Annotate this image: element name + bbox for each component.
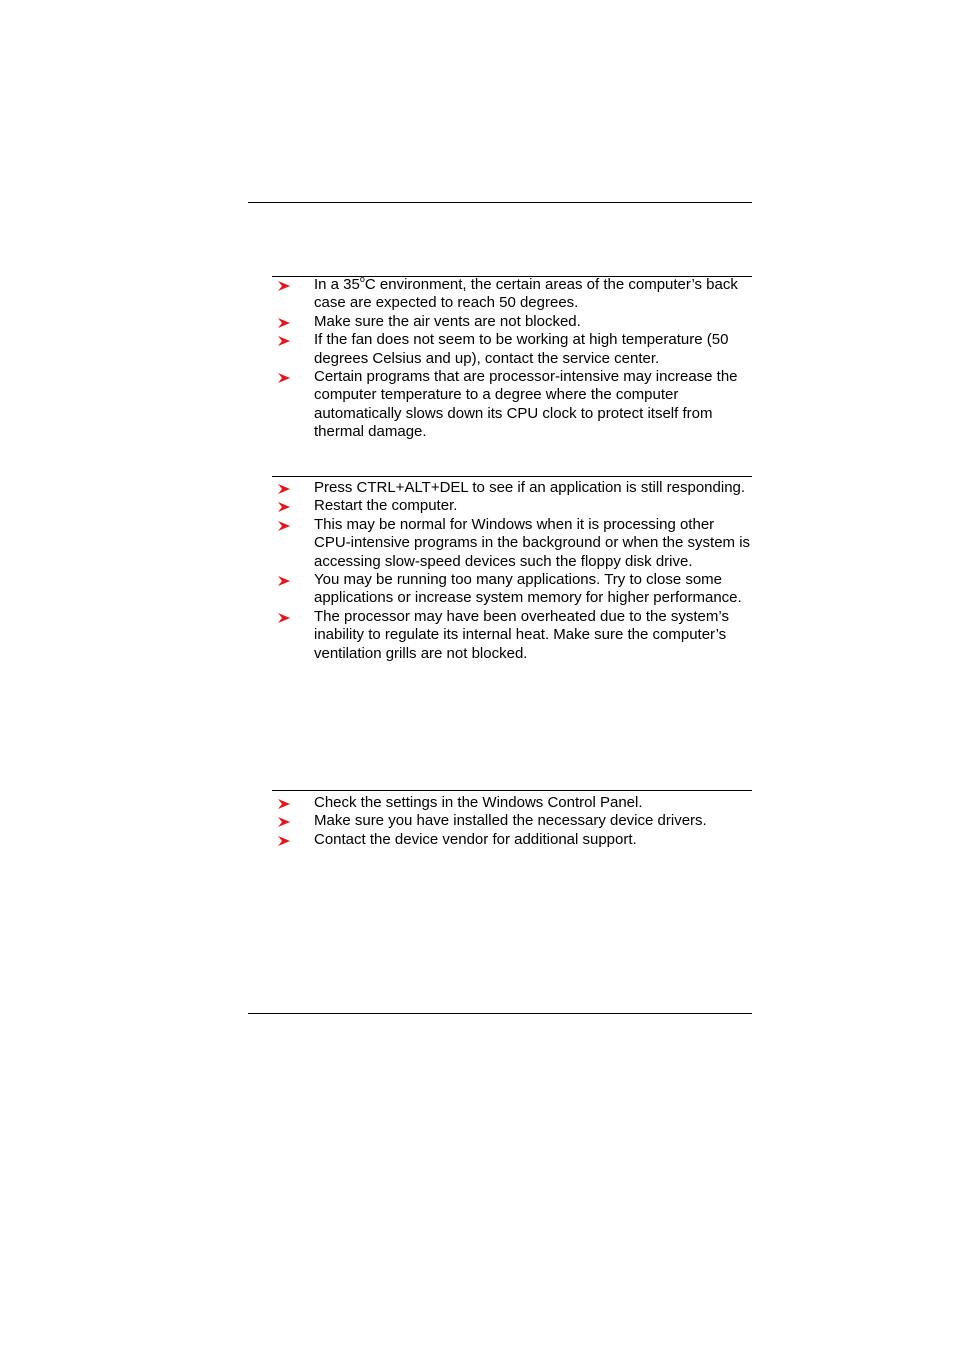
list-item-text: The processor may have been overheated due to the system’s inability to regulate its internal heat. Make sure the computer’s ventilation grills are not blocked. <box>314 607 729 662</box>
arrow-bullet-icon <box>278 521 290 531</box>
arrow-bullet-icon <box>278 576 290 586</box>
list-item-text: Check the settings in the Windows Control Panel. <box>314 794 643 811</box>
list-item <box>272 608 752 663</box>
arrow-bullet-icon <box>278 817 290 827</box>
list-item-text: Restart the computer. <box>314 497 458 515</box>
section-2-list <box>272 479 752 663</box>
list-item <box>272 276 752 313</box>
list-item-text: This may be normal for Windows when it is processing other CPU-intensive programs in the background or when the system is accessing slow-speed devices such the floppy disk drive. <box>314 515 751 570</box>
list-item <box>272 497 752 515</box>
list-item <box>272 368 752 442</box>
list-item-text: Contact the device vendor for additional support. <box>314 830 637 848</box>
degree-superscript: o <box>359 274 365 284</box>
arrow-bullet-icon <box>278 613 290 623</box>
list-item <box>272 831 752 849</box>
arrow-bullet-icon <box>278 318 290 328</box>
list-item-text: Certain programs that are processor-intensive may increase the computer temperature to a degree where the computer automatically slows down its CPU clock to protect itself from thermal damage. <box>314 368 738 441</box>
list-item <box>272 331 752 368</box>
section-2-rule <box>272 476 752 477</box>
list-item-text: In a 35$^o$C environment, the certain areas of the computer’s back case are expected to reach 50 degrees. <box>314 274 738 312</box>
arrow-bullet-icon <box>278 502 290 512</box>
arrow-bullet-icon <box>278 281 290 291</box>
header-rule <box>248 202 752 203</box>
list-item-text: Press CTRL+ALT+DEL to see if an application is still responding. <box>314 479 746 496</box>
section-3-rule <box>272 790 752 791</box>
list-item <box>272 313 752 331</box>
list-item-text: You may be running too many applications. Try to close some applications or increase system memory for higher performance. <box>314 571 742 607</box>
list-item-text: Make sure the air vents are not blocked. <box>314 312 581 330</box>
list-item <box>272 812 752 830</box>
list-item <box>272 794 752 812</box>
list-item-text: Make sure you have installed the necessary device drivers. <box>314 812 707 830</box>
arrow-bullet-icon <box>278 373 290 383</box>
list-item <box>272 571 752 608</box>
arrow-bullet-icon <box>278 799 290 809</box>
arrow-bullet-icon <box>278 336 290 346</box>
list-item <box>272 516 752 571</box>
section-3-list <box>272 794 752 849</box>
footer-rule <box>248 1013 752 1014</box>
arrow-bullet-icon <box>278 836 290 846</box>
list-item <box>272 479 752 497</box>
arrow-bullet-icon <box>278 484 290 494</box>
section-1-list <box>272 276 752 442</box>
list-item-text: If the fan does not seem to be working at high temperature (50 degrees Celsius and up), contact the service center. <box>314 331 729 367</box>
